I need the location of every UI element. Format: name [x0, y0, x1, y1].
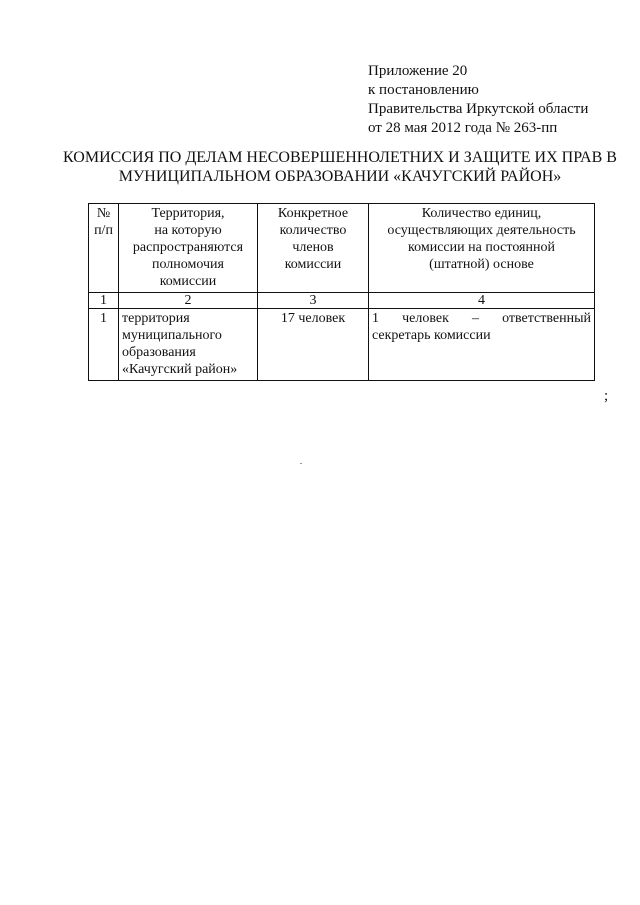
column-number-3: 3	[258, 293, 369, 309]
appendix-resolution: к постановлению	[368, 82, 479, 98]
column-number-row	[89, 293, 595, 309]
appendix-number: Приложение 20	[368, 63, 468, 79]
document-title	[60, 148, 620, 186]
appendix-block	[368, 62, 588, 138]
table-row	[89, 309, 595, 381]
column-number-2: 2	[119, 293, 258, 309]
row-staff-line-2: секретарь комиссии	[372, 328, 491, 343]
row-members: 17 человек	[258, 309, 369, 381]
row-staff	[369, 309, 595, 381]
scan-speck	[300, 463, 302, 464]
appendix-government: Правительства Иркутской области	[368, 101, 589, 117]
row-staff-line-1: 1 человек – ответственный	[372, 311, 591, 326]
column-number-1: 1	[89, 293, 119, 309]
header-staff-units: Количество единиц, осуществляющих деятельность комиссии на постоянной (штатной) основе	[369, 204, 595, 293]
row-number: 1	[89, 309, 119, 381]
trailing-semicolon: ;	[604, 388, 609, 404]
title-line-1: КОМИССИЯ ПО ДЕЛАМ НЕСОВЕРШЕННОЛЕТНИХ И ЗАЩИТЕ ИХ ПРАВ В	[63, 149, 617, 166]
header-number: № п/п	[89, 204, 119, 293]
column-number-4: 4	[369, 293, 595, 309]
commission-table	[88, 203, 595, 381]
row-territory: территория муниципального образования «Качугский район»	[119, 309, 258, 381]
header-members: Конкретное количество членов комиссии	[258, 204, 369, 293]
appendix-date: от 28 мая 2012 года № 263-пп	[368, 120, 558, 136]
header-territory: Территория, на которую распространяются полномочия комиссии	[119, 204, 258, 293]
title-line-2: МУНИЦИПАЛЬНОМ ОБРАЗОВАНИИ «КАЧУГСКИЙ РАЙОН»	[118, 168, 562, 185]
table-header-row	[89, 204, 595, 293]
